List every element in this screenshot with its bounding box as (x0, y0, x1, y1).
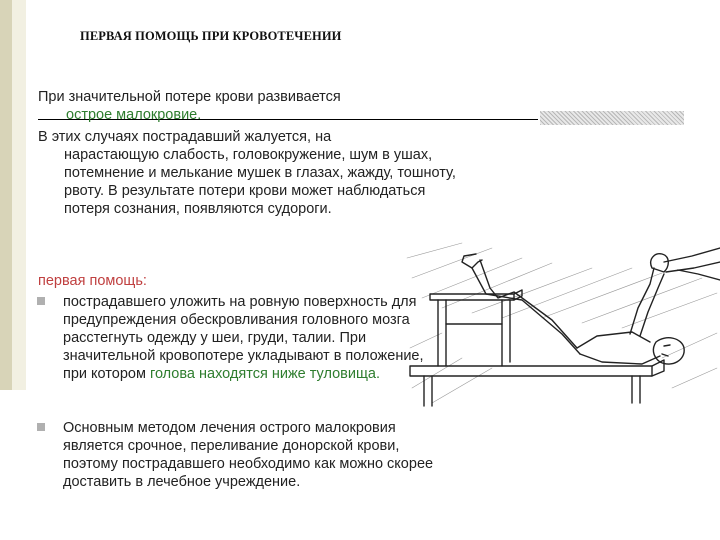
first-aid-item-1-text: пострадавшего уложить на ровную поверхность для предупреждения обескровливания головного мозга расстегнуть одежду у шеи, груди, талии. При значительной кровопотере укладывают в положение, при котором (63, 294, 424, 382)
term-acute-anemia: острое малокровие. (66, 107, 202, 123)
slide-title: ПЕРВАЯ ПОМОЩЬ ПРИ КРОВОТЕЧЕНИИ (80, 29, 342, 43)
first-aid-item-1-highlight: голова находятся ниже туловища. (149, 366, 380, 382)
first-aid-item-2: Основным методом лечения острого малокровия является срочное, переливание донорской крови, поэтому пострадавшего необходимо как можно скорее доставить в лечебное учреждение. (63, 420, 434, 490)
intro-line: При значительной потере крови развивается (38, 89, 341, 105)
left-accent-bar (0, 0, 12, 390)
bullet-square-icon (37, 297, 45, 305)
symptoms-first-line: В этих случаях пострадавший жалуется, на (38, 129, 332, 145)
first-aid-item-1 (63, 293, 443, 383)
symptoms-rest: нарастающую слабость, головокружение, шум в ушах, потемнение и мелькание мушек в глазах, жажду, тошноту, рвоту. В результате потери крови может наблюдаться потеря сознания, появляются судороги. (64, 147, 456, 217)
bullet-square-icon (37, 423, 45, 431)
intro-paragraph (38, 88, 458, 124)
hatched-divider (540, 111, 684, 125)
left-accent-bar-light (12, 0, 26, 390)
first-aid-heading: первая помощь: (38, 273, 147, 289)
symptoms-paragraph (38, 128, 458, 218)
first-aid-posture-illustration (402, 238, 720, 408)
